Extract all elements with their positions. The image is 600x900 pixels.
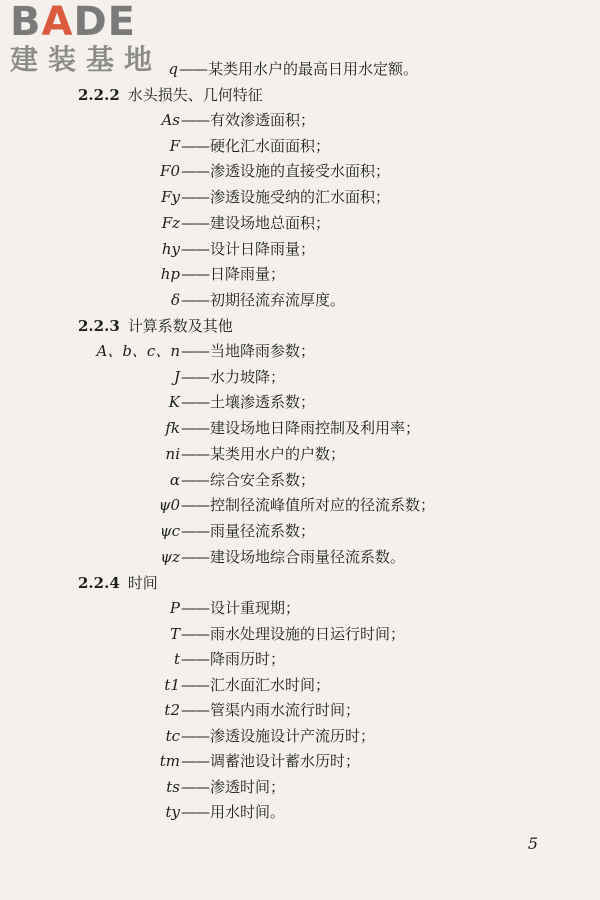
symbol-entry: [70, 646, 285, 672]
symbol-entry: [70, 672, 330, 698]
symbol-entry: [70, 544, 405, 570]
symbol: K: [168, 393, 180, 412]
symbol: t: [173, 650, 180, 668]
symbol-entry: [70, 518, 315, 544]
symbol: Fy: [161, 188, 180, 207]
dash: ——: [181, 470, 209, 489]
dash: ——: [181, 650, 209, 668]
symbol-entry: [70, 723, 375, 749]
dash: ——: [181, 496, 209, 515]
symbol-entry: [70, 748, 360, 774]
symbol: F0: [160, 162, 180, 181]
dash: ——: [181, 162, 209, 181]
description: 管渠内雨水流行时间；: [210, 701, 361, 719]
dash: ——: [181, 752, 209, 770]
dash: ——: [181, 547, 209, 566]
description: 有效渗透面积；: [210, 111, 316, 129]
dash: ——: [181, 265, 209, 284]
description: 设计日降雨量；: [210, 239, 316, 258]
symbol-entry: [70, 158, 390, 184]
symbol-entry: [70, 595, 300, 621]
symbol: As: [161, 111, 180, 129]
description: 硬化汇水面面积；: [210, 136, 331, 155]
symbol: ψz: [160, 547, 180, 566]
symbol: ψc: [159, 521, 180, 540]
description: 降雨历时；: [210, 650, 286, 668]
logo-top-text: BADE: [10, 0, 136, 45]
description: 设计重现期；: [210, 599, 301, 617]
symbol-entry: [70, 210, 330, 236]
symbol-entry: [70, 338, 315, 364]
description: 调蓄池设计蓄水历时；: [210, 752, 361, 770]
symbol-entry: [70, 184, 390, 210]
symbol: α: [169, 470, 180, 489]
symbol-entry: [70, 389, 315, 415]
symbol-entry: [70, 364, 285, 390]
dash: ——: [179, 60, 207, 78]
symbol: tm: [159, 752, 180, 770]
symbol-entry: [70, 133, 330, 159]
description: 建设场地综合雨量径流系数。: [210, 547, 406, 566]
description: 渗透设施受纳的汇水面积；: [210, 188, 391, 207]
section-heading-2-2-2: 2.2.2 水头损失、几何特征: [78, 86, 263, 104]
symbol: A、b、c、n: [96, 342, 180, 360]
dash: ——: [181, 367, 209, 386]
symbol: F: [169, 136, 180, 155]
dash: ——: [181, 393, 209, 412]
symbol-entry: [70, 261, 285, 287]
description: 土壤渗透系数；: [210, 393, 316, 412]
dash: ——: [181, 521, 209, 540]
symbol-entry: [70, 415, 420, 441]
symbol-entry: [70, 107, 315, 133]
dash: ——: [181, 290, 209, 309]
symbol: Fz: [161, 213, 180, 232]
dash: ——: [181, 701, 209, 719]
symbol: J: [173, 367, 180, 386]
symbol: hy: [161, 239, 180, 258]
description: 某类用水户的户数；: [210, 444, 346, 463]
dash: ——: [181, 675, 209, 694]
dash: ——: [181, 188, 209, 207]
symbol: fk: [165, 419, 180, 438]
symbol-entry: [70, 236, 315, 262]
dash: ——: [181, 777, 209, 796]
symbol: ts: [166, 777, 180, 796]
symbol-entry: [70, 287, 345, 313]
dash: ——: [181, 213, 209, 232]
section-heading-2-2-3: 2.2.3 计算系数及其他: [78, 317, 233, 335]
description: 某类用水户的最高日用水定额。: [208, 60, 419, 78]
dash: ——: [181, 419, 209, 438]
dash: ——: [181, 239, 209, 258]
description: 雨量径流系数；: [210, 521, 316, 540]
symbol-entry: [70, 467, 315, 493]
symbol: T: [169, 624, 180, 643]
page-number: 5: [527, 834, 538, 853]
symbol-entry: [70, 799, 285, 825]
dash: ——: [181, 599, 209, 617]
description: 日降雨量；: [210, 265, 286, 284]
description: 雨水处理设施的日运行时间；: [210, 624, 406, 643]
description: 渗透设施设计产流历时；: [210, 726, 376, 745]
section-heading-2-2-4: 2.2.4 时间: [78, 574, 158, 592]
symbol: t1: [164, 675, 180, 694]
dash: ——: [181, 726, 209, 745]
dash: ——: [181, 444, 209, 463]
description: 渗透时间；: [210, 777, 286, 796]
dash: ——: [181, 111, 209, 129]
description: 建设场地日降雨控制及利用率；: [210, 419, 421, 438]
symbol: ni: [165, 444, 180, 463]
description: 用水时间。: [210, 803, 286, 821]
symbol: ty: [165, 803, 180, 821]
entry-max-daily-quota: [128, 56, 418, 82]
description: 当地降雨参数；: [210, 342, 316, 360]
description: 初期径流弃流厚度。: [210, 290, 346, 309]
symbol: hp: [160, 265, 180, 284]
symbol: P: [169, 599, 180, 617]
symbol: ψ0: [158, 496, 180, 515]
symbol: t2: [164, 701, 180, 719]
symbol-entry: [70, 492, 435, 518]
description: 汇水面汇水时间；: [210, 675, 331, 694]
dash: ——: [181, 342, 209, 360]
logo-bottom-text: 建装基地: [10, 43, 163, 76]
symbol: δ: [170, 290, 180, 309]
dash: ——: [181, 803, 209, 821]
description: 建设场地总面积；: [210, 213, 331, 232]
description: 渗透设施的直接受水面积；: [210, 162, 391, 181]
description: 综合安全系数；: [210, 470, 316, 489]
symbol-entry: [70, 441, 345, 467]
symbol: tc: [165, 726, 180, 745]
description: 控制径流峰值所对应的径流系数；: [210, 496, 436, 515]
description: 水力坡降；: [210, 367, 286, 386]
dash: ——: [181, 136, 209, 155]
symbol-entry: [70, 774, 285, 800]
symbol-entry: [70, 697, 360, 723]
dash: ——: [181, 624, 209, 643]
symbol: q: [168, 60, 178, 78]
symbol-entry: [70, 621, 405, 647]
